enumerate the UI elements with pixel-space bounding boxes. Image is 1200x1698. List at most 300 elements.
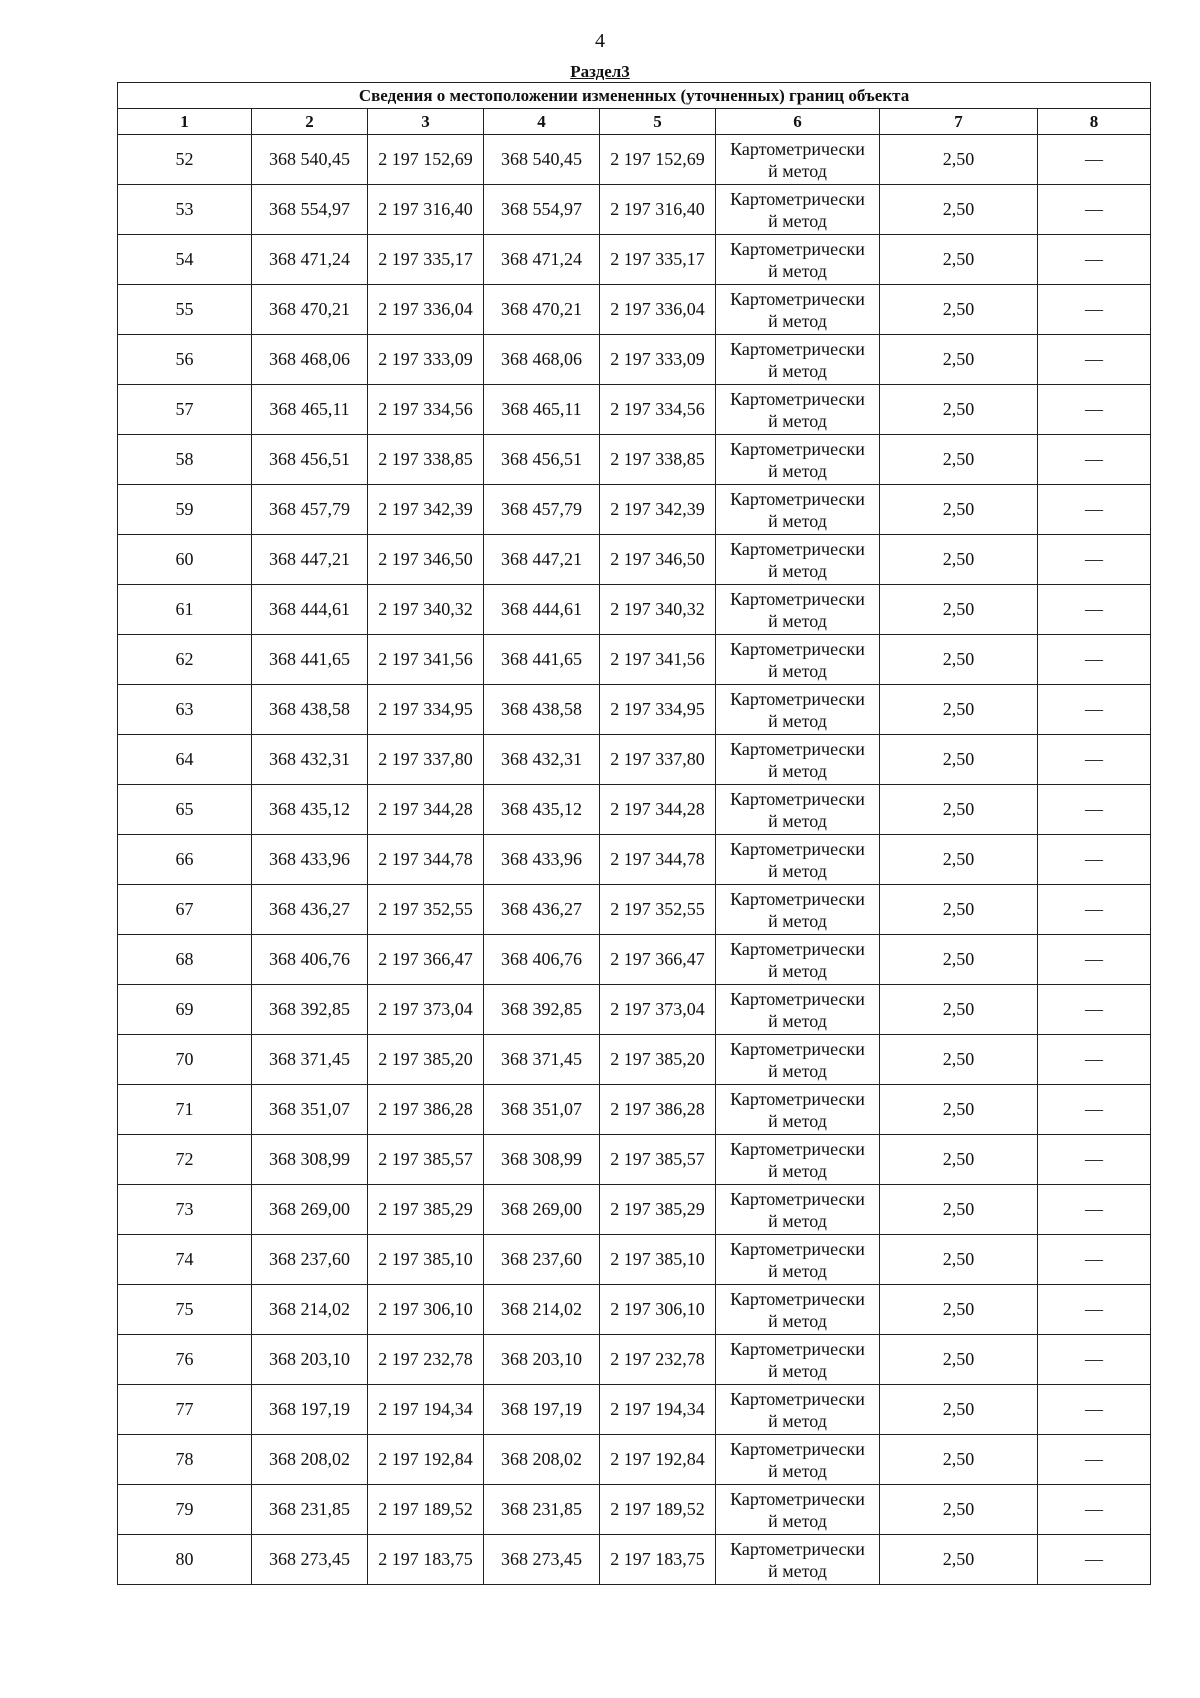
point-number-cell: 64 — [118, 735, 252, 785]
point-number-cell: 70 — [118, 1035, 252, 1085]
y-new-coordinate-cell: 2 197 342,39 — [600, 485, 716, 535]
method-cell — [716, 1485, 880, 1535]
x-new-coordinate-cell: 368 436,27 — [484, 885, 600, 935]
method-line-1: Картометрически — [730, 288, 865, 309]
x-coordinate-cell: 368 308,99 — [252, 1135, 368, 1185]
y-new-coordinate-cell: 2 197 344,78 — [600, 835, 716, 885]
table-row — [118, 1135, 1151, 1185]
x-new-coordinate-cell: 368 231,85 — [484, 1485, 600, 1535]
table-row — [118, 435, 1151, 485]
x-new-coordinate-cell: 368 371,45 — [484, 1035, 600, 1085]
method-line-2: й метод — [768, 1110, 827, 1131]
method-line-1: Картометрически — [730, 1088, 865, 1109]
x-new-coordinate-cell: 368 540,45 — [484, 135, 600, 185]
accuracy-cell: 2,50 — [880, 485, 1038, 535]
table-row — [118, 385, 1151, 435]
accuracy-cell: 2,50 — [880, 585, 1038, 635]
y-new-coordinate-cell: 2 197 385,29 — [600, 1185, 716, 1235]
y-new-coordinate-cell: 2 197 344,28 — [600, 785, 716, 835]
column-number: 6 — [716, 109, 880, 135]
note-cell: — — [1038, 735, 1151, 785]
point-number-cell: 66 — [118, 835, 252, 885]
x-coordinate-cell: 368 441,65 — [252, 635, 368, 685]
method-line-2: й метод — [768, 1310, 827, 1331]
y-coordinate-cell: 2 197 342,39 — [368, 485, 484, 535]
method-cell — [716, 1435, 880, 1485]
point-number-cell: 62 — [118, 635, 252, 685]
method-line-1: Картометрически — [730, 538, 865, 559]
accuracy-cell: 2,50 — [880, 785, 1038, 835]
table-row — [118, 1285, 1151, 1335]
y-coordinate-cell: 2 197 306,10 — [368, 1285, 484, 1335]
accuracy-cell: 2,50 — [880, 835, 1038, 885]
note-cell: — — [1038, 1085, 1151, 1135]
method-line-1: Картометрически — [730, 138, 865, 159]
point-number-cell: 53 — [118, 185, 252, 235]
y-new-coordinate-cell: 2 197 232,78 — [600, 1335, 716, 1385]
method-cell — [716, 185, 880, 235]
method-cell — [716, 885, 880, 935]
method-line-1: Картометрически — [730, 1488, 865, 1509]
table-row — [118, 685, 1151, 735]
column-number-row — [118, 109, 1151, 135]
point-number-cell: 57 — [118, 385, 252, 435]
method-line-2: й метод — [768, 1410, 827, 1431]
table-row — [118, 1085, 1151, 1135]
point-number-cell: 55 — [118, 285, 252, 335]
y-coordinate-cell: 2 197 152,69 — [368, 135, 484, 185]
method-cell — [716, 835, 880, 885]
method-line-1: Картометрически — [730, 1238, 865, 1259]
y-new-coordinate-cell: 2 197 334,56 — [600, 385, 716, 435]
note-cell: — — [1038, 585, 1151, 635]
y-coordinate-cell: 2 197 341,56 — [368, 635, 484, 685]
x-new-coordinate-cell: 368 447,21 — [484, 535, 600, 585]
x-new-coordinate-cell: 368 392,85 — [484, 985, 600, 1035]
note-cell: — — [1038, 1035, 1151, 1085]
method-line-1: Картометрически — [730, 1338, 865, 1359]
accuracy-cell: 2,50 — [880, 1035, 1038, 1085]
method-line-2: й метод — [768, 710, 827, 731]
x-coordinate-cell: 368 540,45 — [252, 135, 368, 185]
y-new-coordinate-cell: 2 197 385,10 — [600, 1235, 716, 1285]
y-new-coordinate-cell: 2 197 373,04 — [600, 985, 716, 1035]
table-row — [118, 835, 1151, 885]
method-cell — [716, 1185, 880, 1235]
accuracy-cell: 2,50 — [880, 335, 1038, 385]
y-coordinate-cell: 2 197 346,50 — [368, 535, 484, 585]
note-cell: — — [1038, 335, 1151, 385]
method-cell — [716, 685, 880, 735]
x-coordinate-cell: 368 447,21 — [252, 535, 368, 585]
point-number-cell: 54 — [118, 235, 252, 285]
note-cell: — — [1038, 235, 1151, 285]
x-coordinate-cell: 368 433,96 — [252, 835, 368, 885]
accuracy-cell: 2,50 — [880, 285, 1038, 335]
note-cell: — — [1038, 1185, 1151, 1235]
method-line-2: й метод — [768, 510, 827, 531]
method-line-2: й метод — [768, 160, 827, 181]
accuracy-cell: 2,50 — [880, 935, 1038, 985]
x-coordinate-cell: 368 208,02 — [252, 1435, 368, 1485]
x-new-coordinate-cell: 368 441,65 — [484, 635, 600, 685]
table-row — [118, 335, 1151, 385]
accuracy-cell: 2,50 — [880, 635, 1038, 685]
x-new-coordinate-cell: 368 308,99 — [484, 1135, 600, 1185]
point-number-cell: 75 — [118, 1285, 252, 1335]
method-line-2: й метод — [768, 660, 827, 681]
x-new-coordinate-cell: 368 237,60 — [484, 1235, 600, 1285]
x-new-coordinate-cell: 368 468,06 — [484, 335, 600, 385]
note-cell: — — [1038, 985, 1151, 1035]
y-coordinate-cell: 2 197 385,20 — [368, 1035, 484, 1085]
accuracy-cell: 2,50 — [880, 985, 1038, 1035]
note-cell: — — [1038, 435, 1151, 485]
method-cell — [716, 285, 880, 335]
table-row — [118, 185, 1151, 235]
note-cell: — — [1038, 185, 1151, 235]
y-new-coordinate-cell: 2 197 341,56 — [600, 635, 716, 685]
method-line-2: й метод — [768, 910, 827, 931]
y-new-coordinate-cell: 2 197 385,20 — [600, 1035, 716, 1085]
table-row — [118, 1535, 1151, 1585]
method-line-2: й метод — [768, 810, 827, 831]
y-new-coordinate-cell: 2 197 366,47 — [600, 935, 716, 985]
table-row — [118, 785, 1151, 835]
x-coordinate-cell: 368 237,60 — [252, 1235, 368, 1285]
x-coordinate-cell: 368 470,21 — [252, 285, 368, 335]
y-coordinate-cell: 2 197 194,34 — [368, 1385, 484, 1435]
note-cell: — — [1038, 635, 1151, 685]
x-new-coordinate-cell: 368 432,31 — [484, 735, 600, 785]
y-coordinate-cell: 2 197 336,04 — [368, 285, 484, 335]
table-title: Сведения о местоположении измененных (уточненных) границ объекта — [118, 83, 1151, 109]
method-line-1: Картометрически — [730, 1438, 865, 1459]
page-number: 4 — [595, 30, 605, 52]
note-cell: — — [1038, 485, 1151, 535]
accuracy-cell: 2,50 — [880, 685, 1038, 735]
method-line-1: Картометрически — [730, 988, 865, 1009]
table-row — [118, 285, 1151, 335]
method-cell — [716, 135, 880, 185]
y-new-coordinate-cell: 2 197 386,28 — [600, 1085, 716, 1135]
column-number: 2 — [252, 109, 368, 135]
method-line-1: Картометрически — [730, 938, 865, 959]
x-new-coordinate-cell: 368 273,45 — [484, 1535, 600, 1585]
accuracy-cell: 2,50 — [880, 1085, 1038, 1135]
method-cell — [716, 485, 880, 535]
accuracy-cell: 2,50 — [880, 385, 1038, 435]
accuracy-cell: 2,50 — [880, 535, 1038, 585]
x-coordinate-cell: 368 436,27 — [252, 885, 368, 935]
note-cell: — — [1038, 1135, 1151, 1185]
x-coordinate-cell: 368 471,24 — [252, 235, 368, 285]
method-line-1: Картометрически — [730, 888, 865, 909]
point-number-cell: 80 — [118, 1535, 252, 1585]
point-number-cell: 76 — [118, 1335, 252, 1385]
point-number-cell: 78 — [118, 1435, 252, 1485]
table-row — [118, 585, 1151, 635]
method-cell — [716, 585, 880, 635]
column-number: 3 — [368, 109, 484, 135]
y-coordinate-cell: 2 197 183,75 — [368, 1535, 484, 1585]
method-line-1: Картометрически — [730, 638, 865, 659]
table-row — [118, 635, 1151, 685]
y-coordinate-cell: 2 197 386,28 — [368, 1085, 484, 1135]
note-cell: — — [1038, 785, 1151, 835]
x-coordinate-cell: 368 203,10 — [252, 1335, 368, 1385]
y-coordinate-cell: 2 197 335,17 — [368, 235, 484, 285]
point-number-cell: 56 — [118, 335, 252, 385]
method-line-2: й метод — [768, 960, 827, 981]
x-new-coordinate-cell: 368 214,02 — [484, 1285, 600, 1335]
table-body — [118, 135, 1151, 1585]
method-line-2: й метод — [768, 1010, 827, 1031]
x-coordinate-cell: 368 456,51 — [252, 435, 368, 485]
table-row — [118, 735, 1151, 785]
method-line-2: й метод — [768, 1460, 827, 1481]
method-line-2: й метод — [768, 1160, 827, 1181]
x-new-coordinate-cell: 368 351,07 — [484, 1085, 600, 1135]
column-number: 4 — [484, 109, 600, 135]
x-new-coordinate-cell: 368 203,10 — [484, 1335, 600, 1385]
method-cell — [716, 435, 880, 485]
table-row — [118, 885, 1151, 935]
method-line-1: Картометрически — [730, 388, 865, 409]
column-number: 8 — [1038, 109, 1151, 135]
note-cell: — — [1038, 1385, 1151, 1435]
x-new-coordinate-cell: 368 471,24 — [484, 235, 600, 285]
table-title-row — [118, 83, 1151, 109]
note-cell: — — [1038, 535, 1151, 585]
table-row — [118, 1485, 1151, 1535]
point-number-cell: 58 — [118, 435, 252, 485]
y-coordinate-cell: 2 197 385,10 — [368, 1235, 484, 1285]
y-new-coordinate-cell: 2 197 337,80 — [600, 735, 716, 785]
x-new-coordinate-cell: 368 465,11 — [484, 385, 600, 435]
method-cell — [716, 1285, 880, 1335]
accuracy-cell: 2,50 — [880, 1285, 1038, 1335]
point-number-cell: 60 — [118, 535, 252, 585]
method-line-1: Картометрически — [730, 788, 865, 809]
table-row — [118, 135, 1151, 185]
x-new-coordinate-cell: 368 554,97 — [484, 185, 600, 235]
accuracy-cell: 2,50 — [880, 235, 1038, 285]
accuracy-cell: 2,50 — [880, 1435, 1038, 1485]
y-new-coordinate-cell: 2 197 352,55 — [600, 885, 716, 935]
method-line-1: Картометрически — [730, 1388, 865, 1409]
table-row — [118, 1435, 1151, 1485]
point-number-cell: 71 — [118, 1085, 252, 1135]
method-cell — [716, 1035, 880, 1085]
y-new-coordinate-cell: 2 197 306,10 — [600, 1285, 716, 1335]
x-coordinate-cell: 368 269,00 — [252, 1185, 368, 1235]
method-line-2: й метод — [768, 760, 827, 781]
y-new-coordinate-cell: 2 197 385,57 — [600, 1135, 716, 1185]
method-cell — [716, 1335, 880, 1385]
method-cell — [716, 1085, 880, 1135]
x-new-coordinate-cell: 368 433,96 — [484, 835, 600, 885]
note-cell: — — [1038, 885, 1151, 935]
method-line-1: Картометрически — [730, 1538, 865, 1559]
table-row — [118, 1185, 1151, 1235]
x-coordinate-cell: 368 392,85 — [252, 985, 368, 1035]
accuracy-cell: 2,50 — [880, 1385, 1038, 1435]
x-coordinate-cell: 368 438,58 — [252, 685, 368, 735]
x-coordinate-cell: 368 432,31 — [252, 735, 368, 785]
point-number-cell: 52 — [118, 135, 252, 185]
method-line-1: Картометрически — [730, 1188, 865, 1209]
point-number-cell: 77 — [118, 1385, 252, 1435]
y-coordinate-cell: 2 197 385,29 — [368, 1185, 484, 1235]
accuracy-cell: 2,50 — [880, 1185, 1038, 1235]
table-row — [118, 985, 1151, 1035]
method-line-1: Картометрически — [730, 1038, 865, 1059]
x-new-coordinate-cell: 368 444,61 — [484, 585, 600, 635]
y-new-coordinate-cell: 2 197 316,40 — [600, 185, 716, 235]
y-new-coordinate-cell: 2 197 152,69 — [600, 135, 716, 185]
point-number-cell: 74 — [118, 1235, 252, 1285]
y-coordinate-cell: 2 197 352,55 — [368, 885, 484, 935]
method-line-2: й метод — [768, 610, 827, 631]
column-number: 5 — [600, 109, 716, 135]
method-line-1: Картометрически — [730, 688, 865, 709]
x-coordinate-cell: 368 214,02 — [252, 1285, 368, 1335]
x-coordinate-cell: 368 554,97 — [252, 185, 368, 235]
y-coordinate-cell: 2 197 192,84 — [368, 1435, 484, 1485]
note-cell: — — [1038, 1535, 1151, 1585]
accuracy-cell: 2,50 — [880, 735, 1038, 785]
y-new-coordinate-cell: 2 197 338,85 — [600, 435, 716, 485]
x-new-coordinate-cell: 368 457,79 — [484, 485, 600, 535]
method-line-2: й метод — [768, 560, 827, 581]
x-coordinate-cell: 368 468,06 — [252, 335, 368, 385]
method-line-1: Картометрически — [730, 438, 865, 459]
method-line-2: й метод — [768, 210, 827, 231]
y-coordinate-cell: 2 197 338,85 — [368, 435, 484, 485]
point-number-cell: 79 — [118, 1485, 252, 1535]
method-line-1: Картометрически — [730, 188, 865, 209]
y-coordinate-cell: 2 197 232,78 — [368, 1335, 484, 1385]
y-coordinate-cell: 2 197 334,95 — [368, 685, 484, 735]
method-line-1: Картометрически — [730, 738, 865, 759]
table-row — [118, 1385, 1151, 1435]
method-cell — [716, 635, 880, 685]
method-line-1: Картометрически — [730, 1288, 865, 1309]
x-coordinate-cell: 368 435,12 — [252, 785, 368, 835]
table-row — [118, 1335, 1151, 1385]
x-new-coordinate-cell: 368 456,51 — [484, 435, 600, 485]
x-new-coordinate-cell: 368 208,02 — [484, 1435, 600, 1485]
y-coordinate-cell: 2 197 385,57 — [368, 1135, 484, 1185]
y-coordinate-cell: 2 197 344,78 — [368, 835, 484, 885]
y-coordinate-cell: 2 197 340,32 — [368, 585, 484, 635]
note-cell: — — [1038, 935, 1151, 985]
x-coordinate-cell: 368 351,07 — [252, 1085, 368, 1135]
method-cell — [716, 1385, 880, 1435]
y-new-coordinate-cell: 2 197 346,50 — [600, 535, 716, 585]
method-cell — [716, 1235, 880, 1285]
x-coordinate-cell: 368 371,45 — [252, 1035, 368, 1085]
x-coordinate-cell: 368 197,19 — [252, 1385, 368, 1435]
note-cell: — — [1038, 1335, 1151, 1385]
method-line-1: Картометрически — [730, 238, 865, 259]
accuracy-cell: 2,50 — [880, 1135, 1038, 1185]
note-cell: — — [1038, 285, 1151, 335]
boundary-coordinates-table — [117, 82, 1151, 1585]
y-coordinate-cell: 2 197 344,28 — [368, 785, 484, 835]
method-line-2: й метод — [768, 1060, 827, 1081]
point-number-cell: 68 — [118, 935, 252, 985]
method-line-1: Картометрически — [730, 338, 865, 359]
x-coordinate-cell: 368 406,76 — [252, 935, 368, 985]
table-row — [118, 935, 1151, 985]
y-new-coordinate-cell: 2 197 335,17 — [600, 235, 716, 285]
method-line-2: й метод — [768, 1210, 827, 1231]
y-coordinate-cell: 2 197 334,56 — [368, 385, 484, 435]
method-cell — [716, 335, 880, 385]
x-new-coordinate-cell: 368 435,12 — [484, 785, 600, 835]
y-new-coordinate-cell: 2 197 334,95 — [600, 685, 716, 735]
accuracy-cell: 2,50 — [880, 1485, 1038, 1535]
y-new-coordinate-cell: 2 197 194,34 — [600, 1385, 716, 1435]
table-row — [118, 535, 1151, 585]
column-number: 7 — [880, 109, 1038, 135]
method-line-1: Картометрически — [730, 488, 865, 509]
method-line-2: й метод — [768, 860, 827, 881]
method-line-2: й метод — [768, 460, 827, 481]
accuracy-cell: 2,50 — [880, 185, 1038, 235]
y-coordinate-cell: 2 197 373,04 — [368, 985, 484, 1035]
note-cell: — — [1038, 135, 1151, 185]
section-title: Раздел3 — [570, 62, 630, 81]
x-coordinate-cell: 368 231,85 — [252, 1485, 368, 1535]
point-number-cell: 67 — [118, 885, 252, 935]
method-cell — [716, 785, 880, 835]
method-cell — [716, 385, 880, 435]
accuracy-cell: 2,50 — [880, 885, 1038, 935]
note-cell: — — [1038, 1285, 1151, 1335]
y-coordinate-cell: 2 197 316,40 — [368, 185, 484, 235]
method-cell — [716, 535, 880, 585]
method-line-2: й метод — [768, 310, 827, 331]
note-cell: — — [1038, 1235, 1151, 1285]
x-new-coordinate-cell: 368 269,00 — [484, 1185, 600, 1235]
x-new-coordinate-cell: 368 438,58 — [484, 685, 600, 735]
table-row — [118, 1035, 1151, 1085]
method-line-2: й метод — [768, 1560, 827, 1581]
y-coordinate-cell: 2 197 333,09 — [368, 335, 484, 385]
method-line-2: й метод — [768, 410, 827, 431]
note-cell: — — [1038, 385, 1151, 435]
point-number-cell: 72 — [118, 1135, 252, 1185]
method-line-1: Картометрически — [730, 838, 865, 859]
method-cell — [716, 735, 880, 785]
y-coordinate-cell: 2 197 189,52 — [368, 1485, 484, 1535]
method-cell — [716, 935, 880, 985]
point-number-cell: 61 — [118, 585, 252, 635]
y-coordinate-cell: 2 197 337,80 — [368, 735, 484, 785]
x-new-coordinate-cell: 368 470,21 — [484, 285, 600, 335]
method-line-2: й метод — [768, 360, 827, 381]
accuracy-cell: 2,50 — [880, 1235, 1038, 1285]
y-new-coordinate-cell: 2 197 340,32 — [600, 585, 716, 635]
method-line-2: й метод — [768, 260, 827, 281]
method-cell — [716, 235, 880, 285]
y-new-coordinate-cell: 2 197 192,84 — [600, 1435, 716, 1485]
x-new-coordinate-cell: 368 406,76 — [484, 935, 600, 985]
y-new-coordinate-cell: 2 197 183,75 — [600, 1535, 716, 1585]
